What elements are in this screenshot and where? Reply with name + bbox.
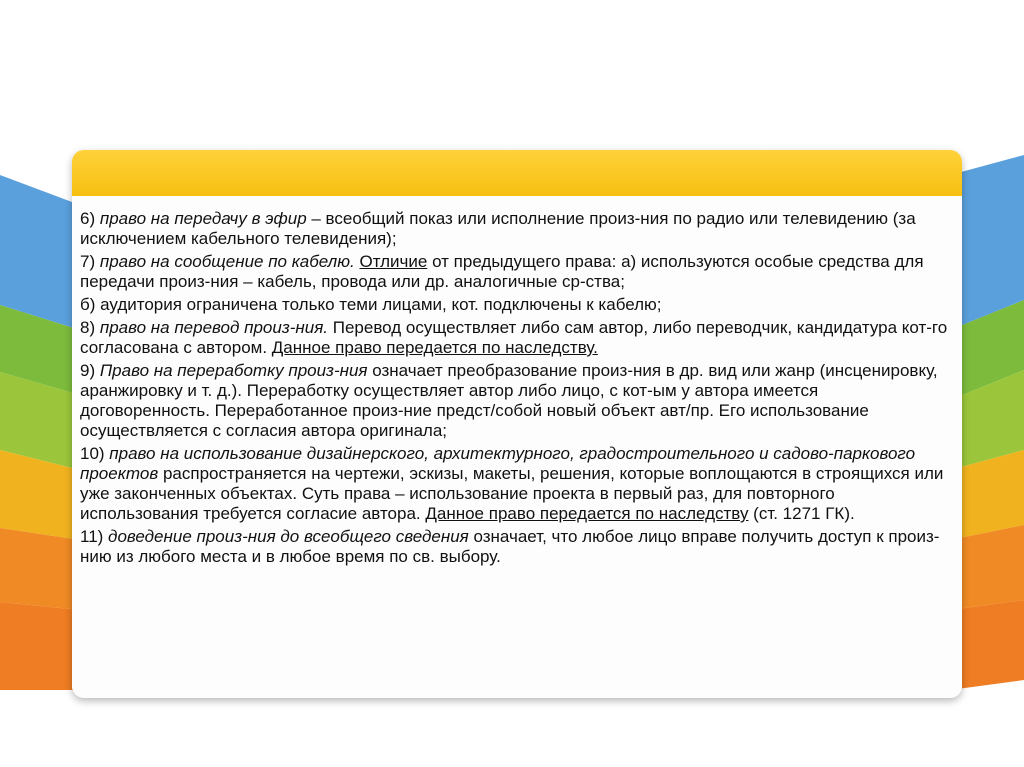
text-segment: 8): [80, 318, 100, 337]
text-segment: означает, что любое лицо вправе получить доступ к произ-нию из любого места и в любое время по св. выбору.: [80, 527, 940, 566]
paragraph-p6: [80, 209, 950, 249]
text-segment: 6): [80, 209, 100, 228]
text-segment: Данное право передается по наследству: [425, 504, 749, 523]
text-segment: распространяется на чертежи, эскизы, макеты, решения, которые воплощаются в строящихся или уже законченных объектах. Суть права – использование проекта в первый раз, для повторного использования требуется согласие автора.: [80, 464, 944, 523]
text-segment: Данное право передается по наследству.: [271, 338, 598, 357]
text-segment: право на сообщение по кабелю.: [99, 252, 355, 271]
slide-text: [80, 209, 950, 570]
text-segment: 11): [80, 527, 109, 546]
text-segment: 9): [80, 361, 100, 380]
text-segment: Право на переработку произ-ния: [99, 361, 368, 380]
paragraph-p7: [80, 252, 950, 292]
text-segment: доведение произ-ния до всеобщего сведения: [108, 527, 469, 546]
text-segment: Перевод осуществляет либо сам автор, либо переводчик, кандидатура кот-го согласована с автором.: [80, 318, 948, 357]
paragraph-p9: [80, 361, 950, 441]
text-segment: 10): [80, 444, 110, 463]
paragraph-p8: [80, 318, 950, 358]
paragraph-p10: [80, 444, 950, 524]
paragraph-p7b: [80, 295, 950, 315]
text-segment: – всеобщий показ или исполнение произ-ния по радио или телевидению (за исключением кабельного телевидения);: [80, 209, 916, 248]
text-segment: 7): [80, 252, 100, 271]
text-segment: (ст. 1271 ГК).: [748, 504, 855, 523]
text-segment: право на использование дизайнерского, архитектурного, градостроительного и садово-паркового проектов: [80, 444, 916, 483]
text-segment: от предыдущего права: а) используются особые средства для передачи произ-ния – кабель, провода или др. аналогичные ср-ства;: [80, 252, 924, 291]
text-segment: б) аудитория ограничена только теми лицами, кот. подключены к кабелю;: [80, 295, 662, 314]
text-segment: Отличие: [359, 252, 428, 271]
paragraph-p11: [80, 527, 950, 567]
text-segment: означает преобразование произ-ния в др. вид или жанр (инсценировку, аранжировку и т. д.). Переработку осуществляет автор либо лицо, с кот-ым у автора имеется договоренность. Переработанное произ-ние предст/собой новый объект авт/пр. Его использование осуществляется с согласия автора оригинала;: [80, 361, 938, 440]
text-segment: право на перевод произ-ния.: [99, 318, 329, 337]
card-header-bar: [72, 150, 962, 196]
text-segment: право на передачу в эфир: [99, 209, 307, 228]
